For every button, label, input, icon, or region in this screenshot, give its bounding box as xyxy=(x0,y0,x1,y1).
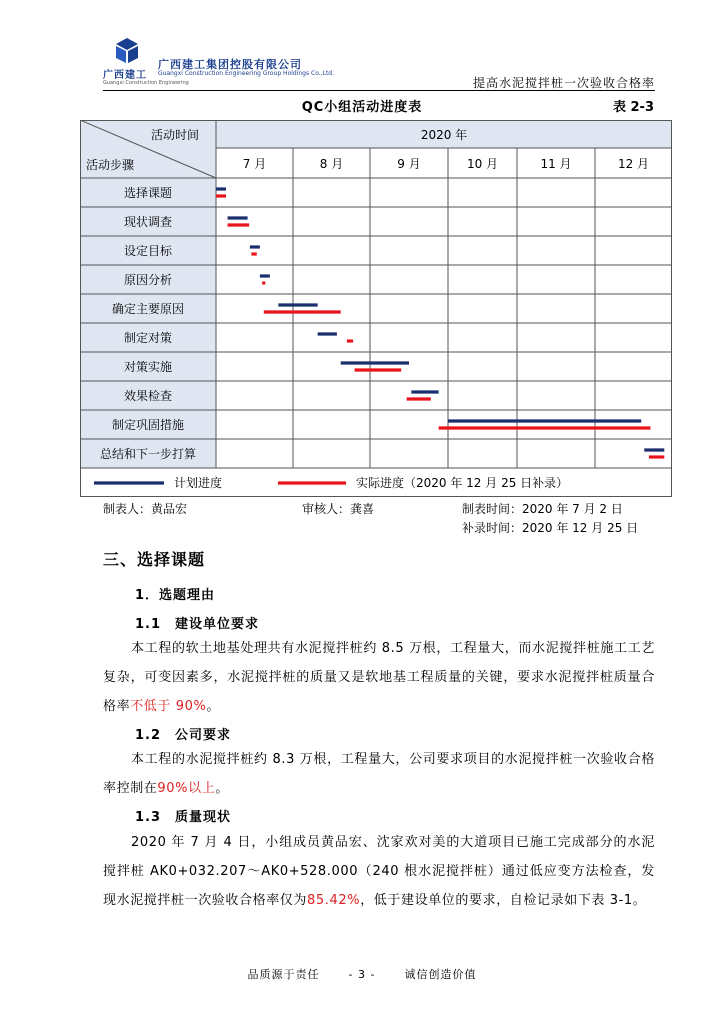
footer-left: 品质源于责任 xyxy=(247,968,320,981)
logo-text: 广西建工 xyxy=(103,70,147,81)
month-label: 11 月 xyxy=(540,157,572,171)
step-label: 效果检查 xyxy=(123,389,173,403)
table-maker: 制表人：黄品宏 xyxy=(103,502,188,516)
legend-actual-label: 实际进度（2020 年 12 月 25 日补录） xyxy=(356,476,569,490)
paragraph-2 xyxy=(103,745,655,803)
table-supplement-time: 补录时间：2020 年 12 月 25 日 xyxy=(462,521,639,535)
step-label: 选择课题 xyxy=(123,186,173,200)
month-label: 7 月 xyxy=(242,157,267,171)
table-made-time: 制表时间：2020 年 7 月 2 日 xyxy=(462,502,623,516)
table-title: QC小组活动进度表 xyxy=(301,100,423,115)
company-name-cn: 广西建工集团控股有限公司 xyxy=(158,58,302,71)
month-label: 10 月 xyxy=(466,157,499,171)
paragraph-2-end: 。 xyxy=(215,781,229,796)
step-label: 现状调查 xyxy=(123,215,173,229)
company-name-en: Guangxi Construction Engineering Group Holdings Co.,Ltd. xyxy=(158,70,335,77)
header-divider xyxy=(103,90,655,91)
paragraph-2-highlight: 90%以上 xyxy=(157,781,216,796)
step-label: 对策实施 xyxy=(123,360,173,374)
step-label: 制定巩固措施 xyxy=(111,418,185,432)
paragraph-3-text: 2020 年 7 月 4 日，小组成员黄品宏、沈家欢对美的大道项目已施工完成部分的水泥搅拌桩 AK0+032.207～AK0+528.000（240 根水泥搅拌桩）通过低应变方法检查，发现水泥搅拌桩一次验收合格率仅为 xyxy=(103,835,655,908)
month-label: 8 月 xyxy=(319,157,344,171)
corner-bottom-label: 活动步骤 xyxy=(86,158,135,172)
document-title: 提高水泥搅拌桩一次验收合格率 xyxy=(472,76,655,90)
step-label: 设定目标 xyxy=(123,244,173,258)
page-number: - 3 - xyxy=(348,968,376,981)
paragraph-3-highlight: 85.42% xyxy=(307,893,361,908)
paragraph-1-end: 。 xyxy=(206,699,221,714)
corner-top-label: 活动时间 xyxy=(150,128,200,142)
step-label: 确定主要原因 xyxy=(111,302,185,316)
month-label: 9 月 xyxy=(397,157,421,171)
footer-right: 诚信创造价值 xyxy=(404,968,477,981)
paragraph-1 xyxy=(103,634,655,721)
subheading-1-3: 1.3 质量现状 xyxy=(135,810,232,825)
paragraph-2-text: 本工程的水泥搅拌桩约 8.3 万根，工程量大，公司要求项目的水泥搅拌桩一次验收合格率控制在 xyxy=(103,752,655,796)
paragraph-1-highlight: 不低于 90% xyxy=(130,699,207,714)
gantt-table xyxy=(80,120,672,497)
subheading-1: 1．选题理由 xyxy=(135,588,216,603)
legend-plan-label: 计划进度 xyxy=(174,476,223,490)
month-label: 12 月 xyxy=(617,157,650,171)
step-label: 总结和下一步打算 xyxy=(99,447,197,461)
step-label: 制定对策 xyxy=(123,331,173,345)
table-number: 表 2-3 xyxy=(612,100,654,115)
page-footer xyxy=(0,966,724,982)
subheading-1-1: 1.1 建设单位要求 xyxy=(135,617,260,632)
section-heading: 三、选择课题 xyxy=(103,550,206,569)
logo-subtext: Guangxi Construction Engineering xyxy=(103,80,189,86)
paragraph-3-end: ，低于建设单位的要求，自检记录如下表 3-1。 xyxy=(360,893,647,908)
paragraph-3 xyxy=(103,828,655,915)
table-reviewer: 审核人：龚喜 xyxy=(302,502,375,516)
paragraph-1-text: 本工程的软土地基处理共有水泥搅拌桩约 8.5 万根，工程量大，而水泥搅拌桩施工工艺复杂，可变因素多，水泥搅拌桩的质量又是软地基工程质量的关键，要求水泥搅拌桩质量合格率 xyxy=(103,641,655,714)
step-label: 原因分析 xyxy=(123,273,173,287)
year-label: 2020 年 xyxy=(420,128,468,142)
subheading-1-2: 1.2 公司要求 xyxy=(135,728,232,743)
